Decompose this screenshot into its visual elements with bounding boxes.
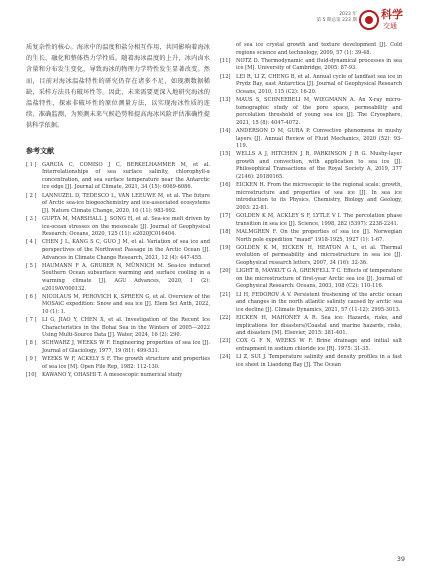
reference-item — [220, 229, 402, 244]
reference-item — [26, 162, 210, 192]
reference-item — [26, 372, 210, 380]
reference-item — [26, 356, 210, 371]
reference-number: [16] — [220, 182, 231, 189]
reference-text: GOLDEN K M, ACKLEY S F, LYTLE V I. The percolation phase transition in sea ice [J]. Science, 1998, 282 (5397): 2238-2241. — [236, 213, 402, 227]
reference-number: [ 2 ] — [26, 192, 37, 199]
references-list-left — [26, 162, 210, 380]
reference-number: [12] — [220, 73, 231, 80]
issue-number: 第 5 期总第 223 期 — [316, 18, 357, 23]
reference-number: [20] — [220, 268, 231, 275]
reference-item — [220, 182, 402, 212]
reference-item — [26, 340, 210, 355]
reference-text: ANDERSON D M, GUBA P. Convective phenomena in mushy layers [J]. Annual Review of Fluid Mechanics, 2020 (52): 93-119. — [236, 127, 402, 150]
journal-logo — [359, 8, 409, 34]
reference-text: NOTZ D. Thermodynamic and fluid-dynamical processes in sea ice [M]. University of Cambridge, 2005: 87-93. — [236, 57, 402, 72]
issue-info — [316, 12, 357, 24]
reference-text: LANNUZEL D, TEDESCO L, VAN LEEUWE M, et al. The future of Arctic sea-ice biogeochemistry and ice-associated ecosystems [J]. Nature Climate Change, 2020, 10 (11): 983-992. — [42, 192, 210, 214]
reference-number: [13] — [220, 96, 231, 103]
logo-mark-icon — [359, 10, 379, 30]
page-header — [299, 8, 409, 34]
reference-text: GUPTA M, MARSHALL J, SONG H, et al. Sea-ice melt driven by ice-ocean stresses on the mesoscale [J]. Journal of Geophysical Research: Oceans, 2020, 125 (11): e2020JC016404. — [42, 215, 210, 238]
reference-number: [22] — [220, 314, 231, 321]
reference-item — [26, 239, 210, 262]
reference-item — [220, 97, 402, 127]
reference-text: MALMGREN F. On the properties of sea ice [J]. Norwegian North pole expedition "maud" 1918-1925, 1927 (1): 1-67. — [236, 229, 402, 243]
reference-text: LEI R, LI Z, CHENG B, et al. Annual cycle of landfast sea ice in Prydz Bay, east Antarctica [J]. Journal of Geophysical Research Oceans, 2010, 115 (C2): 16-20. — [236, 73, 402, 95]
reference-number: [ 6 ] — [26, 293, 37, 300]
reference-number: [ 9 ] — [26, 356, 37, 363]
reference-text: CHEN J L, KANG S C, GUO J M, et al. Variation of sea ice and perspectives of the Northwest Passage in the Arctic Ocean [J]. Advances in Climate Change Research, 2021, 12 (4): 447-455. — [42, 239, 210, 261]
references-title: 参考文献 — [26, 146, 54, 155]
reference-item — [26, 294, 210, 317]
reference-text: HAUMANN F A, GRUBER N, MÜNNICH M. Sea-ice induced Southern Ocean subsurface warming and surface cooling in a warming climate [J]. AGU Advances, 2020, 1 (2): e2019AV000132. — [42, 262, 210, 292]
reference-text: LI G, JIAO Y, CHEN X, et al. Investigation of the Recent Ice Characteristics in the Bohai Sea in the Winters of 2005—2022 Using Multi-Source Data [J]. Water, 2024, 16 (2): 290. — [42, 317, 210, 339]
reference-number: [23] — [220, 338, 231, 345]
reference-number: [ 4 ] — [26, 239, 37, 246]
reference-item — [220, 315, 402, 338]
reference-number: [17] — [220, 213, 231, 220]
reference-item — [220, 338, 402, 353]
logo-text: 科学 — [381, 8, 403, 21]
reference-item — [220, 128, 402, 151]
reference-item — [26, 317, 210, 340]
reference-number: [21] — [220, 291, 231, 298]
reference-text: MAUS S, SCHNEEBELI M, WIEGMANN A. An X-ray micro-tomographic study of the pore space, permeability and percolation threshold of young sea ice [J]. The Cryosphere, 2021, 15 (8): 4047-4072. — [236, 96, 402, 126]
reference-number: [14] — [220, 127, 231, 134]
reference-text: WEEKS W F, ACKELY S F. The growth structure and properties of sea ice [M]. Open File Rep, 1982: 112-130. — [42, 356, 210, 370]
reference-text: WELLS A J, HITCHEN J R, PARKINSON J R G. Mushy-layer growth and convection, with application to sea ice [J]. Philosophical Transactions of the Royal Society A, 2019, 377 (2146): 20180165. — [236, 151, 402, 181]
reference-number: [ 5 ] — [26, 262, 37, 269]
reference-text: LI H, FEDOROV A V. Persistent freshening of the arctic ocean and changes in the north atlantic salinity caused by arctic sea ice decline [J]. Climate Dynamics, 2021, 57 (11-12): 2995-3013. — [236, 291, 402, 313]
left-column — [26, 42, 210, 380]
page-number: 39 — [396, 555, 405, 563]
reference-number: [18] — [220, 229, 231, 235]
reference-number: [24] — [220, 354, 231, 361]
reference-item — [26, 193, 210, 216]
reference-text: SCHWARZ J, WEEKS W F. Engineering properties of sea ice [J]. Journal of Glaciology, 1977, 19 (81): 499-531. — [42, 340, 210, 355]
reference-item — [220, 151, 402, 181]
reference-text: of sea ice crystal growth and texture development [J]. Cold regions science and technology, 2009, 57 (1): 39-48. — [236, 42, 402, 56]
reference-item — [26, 216, 210, 239]
reference-number: [ 3 ] — [26, 215, 37, 222]
reference-item — [220, 74, 402, 97]
reference-text: EICKEN H, MAHONEY A R. Sea ice: Hazards, risks, and implications for disasters//Coastal and marine hazards, risks, and disasters [M]. Elsevier, 2015: 381-401. — [236, 314, 402, 337]
right-column — [220, 42, 402, 370]
reference-text: EICKEN H. From the microscopic to the regional scale: growth, microstructure and properties of sea ice [J]. In sea ice introduction to its Physics, Chemistry, Biology and Geology, 2003: 22-81. — [236, 182, 402, 212]
reference-item — [220, 354, 402, 369]
reference-item — [220, 42, 402, 57]
reference-number: [15] — [220, 151, 231, 158]
reference-item — [26, 263, 210, 293]
reference-number: [11] — [220, 57, 231, 64]
reference-item — [220, 213, 402, 228]
reference-item — [220, 292, 402, 315]
reference-item — [220, 268, 402, 291]
reference-text: LI Z, SUI J. Temperature salinity and density profiles in a fast ice sheet in Liaodong Bay [J]. The Ocean — [236, 354, 402, 368]
logo-subtext: 交通 — [383, 22, 397, 30]
reference-text: KAWANO Y, OHASHI T. A mesoscopic numerical study — [42, 372, 183, 378]
issue-year: 2023 年 — [339, 12, 357, 17]
reference-number: [19] — [220, 244, 231, 251]
reference-text: NICOLAUS M, PEROVICH K, SPREEN G, et al. Overview of the MOSAiC expedition: Snow and sea ice [J]. Elem Sci Anth, 2022, 10 (1): 1. — [42, 293, 210, 315]
reference-text: GOLDEN K M, EICKEN H, HEATON A L, et al. Thermal evolution of permeability and microstructure in sea ice [J]. Geophysical research letters, 2007, 34 (16): 32-36. — [236, 244, 402, 266]
reference-number: [ 8 ] — [26, 340, 37, 347]
reference-number: [10] — [26, 372, 37, 378]
reference-number: [ 7 ] — [26, 317, 37, 324]
reference-item — [220, 245, 402, 268]
reference-item — [220, 58, 402, 73]
reference-text: COX G F N, WEEKS W F. Brine drainage and initial salt entrapment in sodium chloride ice [R]. 1975: 31-35. — [236, 338, 402, 352]
intro-paragraph: 质复杂性的核心。海冰中的温度和盐分相互作用，共同影响着海冰的生长、融化和整体热力学性质。随着海冰温度的上升，冰内卤水含量和分布发生变化，导致海冰的物理力学特性发生显著改变。然而，目前对海冰温盐特性的研究仍存在诸多不足，如现测数据稀缺，采样方法具有破坏性等。因此，未来需要更深入地研究海冰的温盐特性，探索非破坏性的原位测量方法，以实现海冰性质的连续、准确监测，为预测未来气候趋势和提高海冰风险评估准确性提供科学依据。 — [26, 44, 210, 130]
reference-number: [ 1 ] — [26, 161, 37, 168]
reference-text: LIGHT B, MAYKUT G A, GRENFELL T C. Effects of temperature on the microstructure of first-year Arctic sea ice [J]. Journal of Geophysical Research: Oceans, 2003, 108 (C2): 110-116. — [236, 268, 402, 290]
references-list-right — [220, 42, 402, 369]
reference-text: GARCIA C, COMISO J C, BERKELHAMMER M, et al. Interrelationships of sea surface salinity, chlorophyll-α concentration, and sea surface temperature near the Antarctic ice edge [J]. Journal of Climate, 2021, 34 (15): 6069-6086. — [42, 161, 210, 191]
